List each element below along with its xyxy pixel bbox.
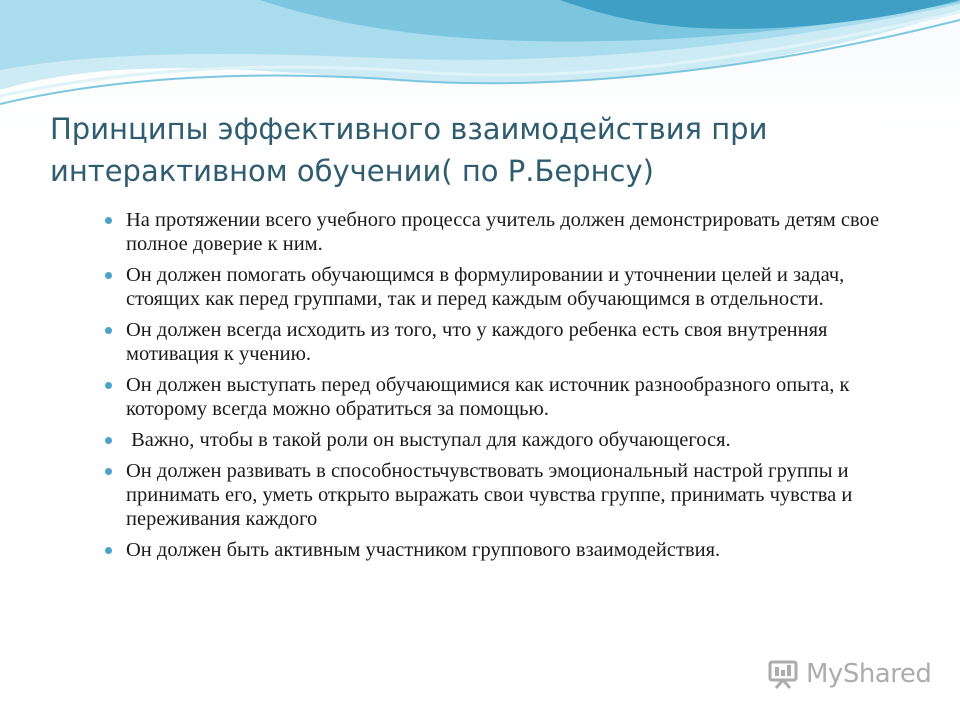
bullet-dot-icon bbox=[105, 272, 112, 279]
bullet-dot-icon bbox=[105, 468, 112, 475]
bullet-dot-icon bbox=[105, 382, 112, 389]
bullet-item bbox=[126, 538, 906, 562]
bullet-text: Он должен помогать обучающимся в формулировании и уточнении целей и задач, стоящих как перед группами, так и перед каждым обучающимся в отдельности. bbox=[126, 264, 845, 310]
bullet-dot-icon bbox=[105, 327, 112, 334]
bullet-item bbox=[126, 318, 906, 366]
bullet-text: Он должен всегда исходить из того, что у каждого ребенка есть своя внутренняя мотивация к учению. bbox=[126, 319, 828, 365]
bullet-text: На протяжении всего учебного процесса учитель должен демонстрировать детям свое полное доверие к ним. bbox=[126, 209, 880, 255]
bullet-list bbox=[0, 208, 960, 569]
watermark-text: MyShared bbox=[806, 659, 932, 689]
bullet-text: Он должен быть активным участником группового взаимодействия. bbox=[126, 539, 721, 561]
bullet-item bbox=[126, 208, 906, 256]
bullet-item bbox=[126, 428, 906, 452]
bullet-dot-icon bbox=[105, 217, 112, 224]
bullet-text: Он должен выступать перед обучающимися как источник разнообразного опыта, к которому всегда можно обратиться за помощью. bbox=[126, 374, 850, 420]
bullet-item bbox=[126, 263, 906, 311]
myshared-watermark bbox=[766, 654, 931, 694]
bullet-text: Он должен развивать в способностьчувствовать эмоциональный настрой группы и принимать его, уметь открыто выражать свои чувства группе, принимать чувства и переживания каждого bbox=[126, 460, 853, 530]
bullet-item bbox=[126, 459, 906, 531]
bullet-item bbox=[126, 373, 906, 421]
bullet-text: Важно, чтобы в такой роли он выступал для каждого обучающегося. bbox=[126, 429, 731, 451]
slide-title: Принципы эффективного взаимодействия при интерактивном обучении( по Р.Бернсу) bbox=[50, 112, 768, 188]
bullet-dot-icon bbox=[105, 437, 112, 444]
bullet-dot-icon bbox=[105, 547, 112, 554]
presentation-icon bbox=[766, 657, 800, 691]
